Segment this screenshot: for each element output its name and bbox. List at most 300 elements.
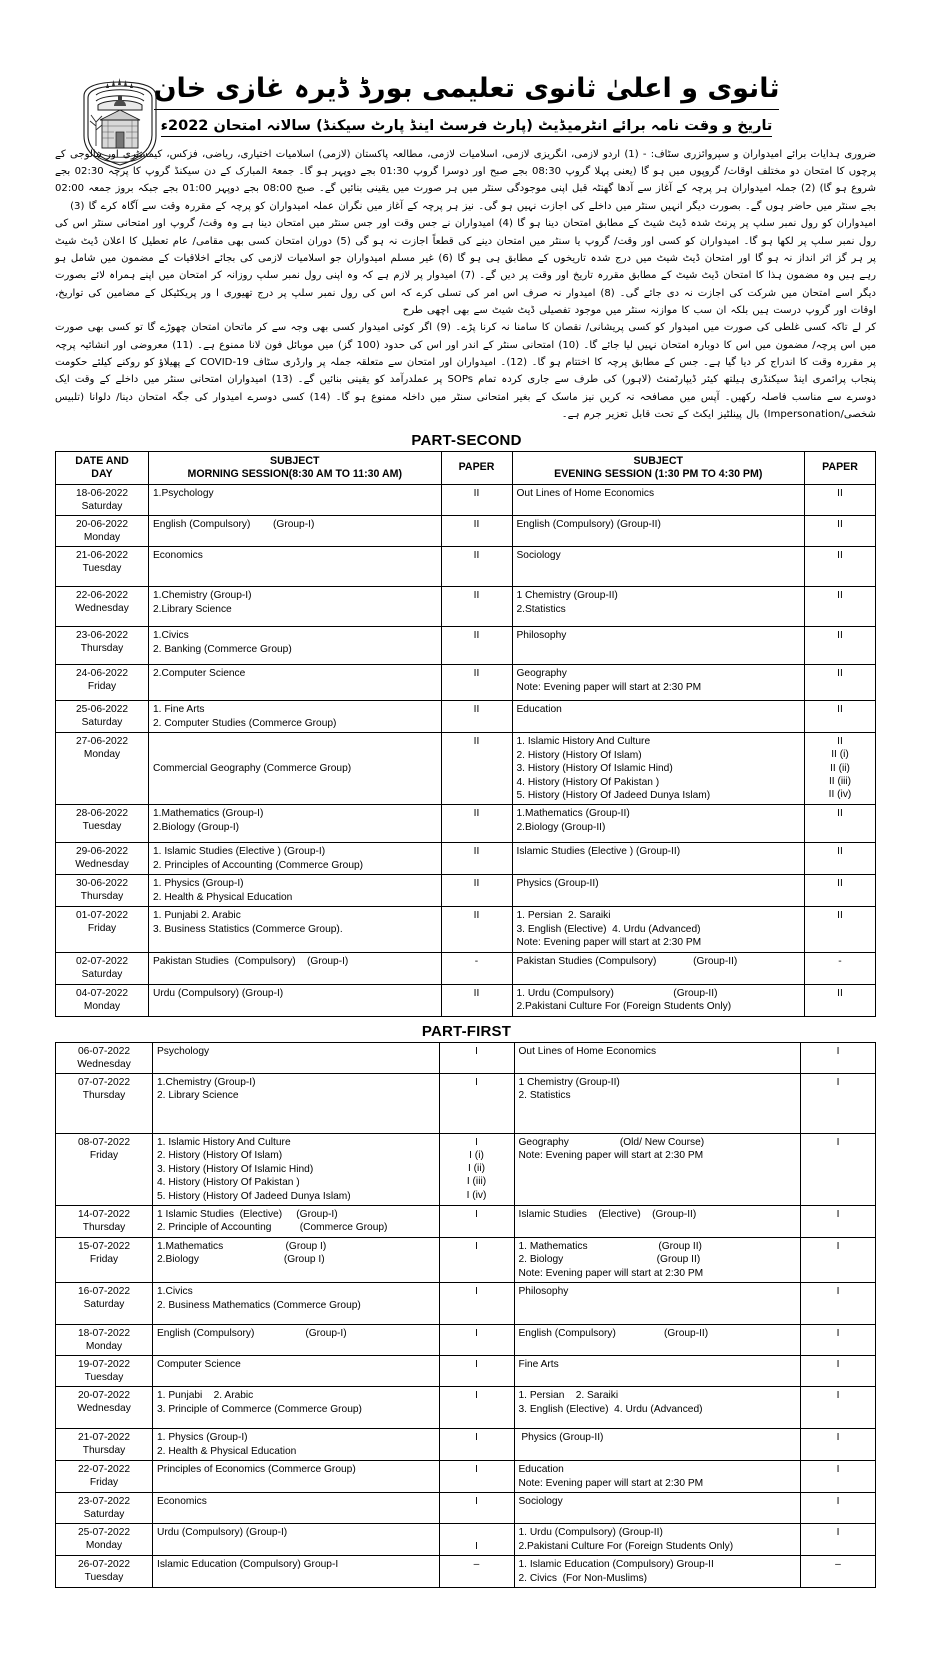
- paper-evening-line: I: [836, 1076, 840, 1088]
- table-row: [56, 516, 876, 547]
- paper-evening-line: I: [836, 1045, 840, 1057]
- evening-subject-line: 2.Biology (Group-II): [516, 821, 606, 833]
- row-day: Saturday: [83, 1299, 125, 1311]
- cell-paper-morning: [441, 484, 512, 515]
- evening-subject-line: Physics (Group-II): [518, 1432, 604, 1444]
- cell-paper-morning: [441, 984, 512, 1016]
- row-date: 27-06-2022: [75, 736, 129, 748]
- morning-subject-line: 1. Islamic History And Culture: [157, 1136, 291, 1148]
- cell-morning-subject: [153, 1283, 440, 1325]
- table-row: [56, 1325, 876, 1356]
- evening-subject-line: 1. Islamic Education (Compulsory) Group-II: [518, 1559, 714, 1571]
- paper-morning-line: -: [474, 955, 479, 967]
- paper-morning-line: I: [475, 1328, 478, 1340]
- row-day: Saturday: [83, 1509, 125, 1521]
- cell-paper-evening: [801, 1133, 876, 1205]
- paper-evening-line: II: [837, 846, 843, 858]
- cell-evening-subject: [512, 733, 805, 805]
- evening-subject-line: 3. History (History Of Islamic Hind): [516, 763, 673, 775]
- cell-paper-morning: [441, 805, 512, 843]
- part-second-schedule-table: [55, 451, 876, 1017]
- row-date: 20-07-2022: [77, 1390, 131, 1402]
- morning-subject-line: 1.Psychology: [153, 487, 214, 499]
- cell-paper-morning: [441, 843, 512, 875]
- cell-evening-subject: [512, 547, 805, 587]
- evening-subject-line: English (Compulsory) (Group-II): [516, 519, 661, 531]
- paper-evening-line: I: [836, 1286, 840, 1298]
- header-evening-line2: EVENING SESSION (1:30 PM TO 4:30 PM): [554, 467, 763, 480]
- cell-paper-morning: [441, 733, 512, 805]
- cell-evening-subject: [514, 1205, 801, 1237]
- paper-morning-line: –: [473, 1559, 480, 1571]
- paper-evening-line: II: [837, 590, 843, 602]
- paper-evening-line: II (ii): [830, 762, 850, 774]
- cell-date: [56, 1237, 153, 1282]
- cell-morning-subject: [149, 984, 442, 1016]
- evening-subject-line: Sociology: [516, 550, 561, 562]
- morning-subject-line: 2.Computer Science: [153, 668, 246, 680]
- cell-paper-evening: [805, 484, 876, 515]
- paper-morning-line: I: [475, 1390, 478, 1402]
- column-header-date: [56, 451, 149, 484]
- paper-morning-line: I (ii): [468, 1163, 485, 1175]
- cell-paper-evening: [805, 733, 876, 805]
- morning-subject-line: 1 Islamic Studies (Elective) (Group-I): [157, 1208, 338, 1220]
- table-row: [56, 665, 876, 701]
- evening-subject-line: Note: Evening paper will start at 2:30 PM: [518, 1150, 704, 1162]
- paper-evening-line: I: [836, 1390, 840, 1402]
- table-row: [56, 1283, 876, 1325]
- row-date: 06-07-2022: [77, 1045, 131, 1057]
- table-header: [56, 451, 876, 484]
- row-day: Wednesday: [75, 859, 129, 871]
- cell-evening-subject: [514, 1387, 801, 1429]
- paper-evening-line: II: [837, 519, 843, 531]
- paper-evening-line: II: [837, 987, 843, 999]
- cell-paper-evening: [805, 627, 876, 665]
- evening-subject-line: 1. Persian 2. Saraiki: [516, 910, 611, 922]
- row-date: 21-06-2022: [75, 550, 129, 562]
- cell-evening-subject: [514, 1429, 801, 1461]
- table-row: [56, 701, 876, 733]
- table-row: [56, 627, 876, 665]
- cell-evening-subject: [512, 805, 805, 843]
- row-date: 23-06-2022: [75, 630, 129, 642]
- paper-evening-line: II (iii): [828, 775, 852, 787]
- morning-subject-line: Urdu (Compulsory) (Group-I): [157, 1527, 288, 1539]
- cell-paper-morning: [441, 952, 512, 984]
- row-date: 02-07-2022: [75, 955, 129, 967]
- morning-subject-line: 3. History (History Of Islamic Hind): [157, 1163, 314, 1175]
- evening-subject-line: 1. Urdu (Compulsory) (Group-II): [518, 1527, 663, 1539]
- cell-paper-evening: [801, 1205, 876, 1237]
- cell-paper-evening: [801, 1429, 876, 1461]
- row-day: Monday: [83, 749, 121, 761]
- row-date: 01-07-2022: [75, 910, 129, 922]
- morning-subject-line: Computer Science: [157, 1359, 241, 1371]
- cell-date: [56, 1133, 153, 1205]
- cell-paper-evening: [805, 665, 876, 701]
- cell-morning-subject: [153, 1356, 440, 1387]
- table-row: [56, 843, 876, 875]
- morning-subject-line: 1. Punjabi 2. Arabic: [157, 1390, 254, 1402]
- row-date: 29-06-2022: [75, 846, 129, 858]
- morning-subject-line: 1.Chemistry (Group-I): [157, 1076, 256, 1088]
- table-row: [56, 1133, 876, 1205]
- board-emblem-logo: [74, 74, 166, 174]
- morning-subject-line: Principles of Economics (Commerce Group): [157, 1464, 356, 1476]
- column-header-morning: [149, 451, 442, 484]
- evening-subject-line: 1. Persian 2. Saraiki: [518, 1390, 619, 1402]
- cell-paper-evening: [805, 984, 876, 1016]
- morning-subject-line: 1. Physics (Group-I): [153, 878, 244, 890]
- evening-subject-line: 2.Pakistani Culture For (Foreign Students Only): [516, 1001, 732, 1013]
- cell-paper-morning: [439, 1042, 514, 1073]
- cell-paper-morning: [441, 665, 512, 701]
- paper-morning-line: I: [475, 1045, 478, 1057]
- cell-date: [56, 516, 149, 547]
- cell-date: [56, 587, 149, 627]
- paper-evening-line: II (iv): [828, 789, 852, 801]
- morning-subject-line: English (Compulsory) (Group-I): [157, 1328, 347, 1340]
- cell-morning-subject: [149, 952, 442, 984]
- cell-morning-subject: [149, 733, 442, 805]
- morning-subject-line: Psychology: [157, 1045, 210, 1057]
- evening-subject-line: Geography: [516, 668, 567, 680]
- column-header-evening: [512, 451, 805, 484]
- cell-morning-subject: [149, 875, 442, 907]
- evening-subject-line: 2.Statistics: [516, 603, 566, 615]
- paper-morning-line: II: [473, 630, 480, 642]
- column-header-paper-evening: PAPER: [805, 451, 876, 484]
- paper-morning-line: I: [475, 1496, 478, 1508]
- cell-paper-evening: [805, 547, 876, 587]
- morning-subject-line: Economics: [153, 550, 203, 562]
- header-row: [56, 451, 876, 484]
- cell-date: [56, 1205, 153, 1237]
- evening-subject-line: English (Compulsory) (Group-II): [518, 1328, 709, 1340]
- row-date: 14-07-2022: [77, 1208, 131, 1220]
- cell-evening-subject: [512, 587, 805, 627]
- paper-morning-line: II: [473, 550, 480, 562]
- cell-date: [56, 627, 149, 665]
- morning-subject-line: 3. Business Statistics (Commerce Group).: [153, 923, 343, 935]
- cell-paper-morning: [441, 875, 512, 907]
- cell-paper-morning: [439, 1556, 514, 1588]
- evening-subject-line: Fine Arts: [518, 1359, 559, 1371]
- page-header: [0, 0, 933, 141]
- cell-evening-subject: [514, 1556, 801, 1588]
- row-day: Thursday: [82, 1222, 126, 1233]
- paper-morning-line: I: [475, 1076, 478, 1088]
- paper-morning-line: I (i): [469, 1149, 484, 1161]
- morning-subject-line: 2. Computer Studies (Commerce Group): [153, 717, 337, 729]
- header-date-line2: DAY: [91, 467, 113, 480]
- cell-morning-subject: [149, 805, 442, 843]
- part-second-rows: [56, 484, 876, 1016]
- table-row: [56, 484, 876, 515]
- row-day: Friday: [89, 1477, 119, 1489]
- paper-evening-line: -: [838, 955, 842, 967]
- cell-paper-morning: [439, 1133, 514, 1205]
- paper-morning-line: I: [475, 1359, 478, 1371]
- cell-date: [56, 843, 149, 875]
- paper-evening-line: I: [836, 1464, 840, 1476]
- paper-morning-line: II: [473, 519, 480, 531]
- morning-subject-line: 2. Health & Physical Education: [153, 891, 293, 903]
- row-day: Tuesday: [82, 563, 122, 575]
- paper-morning-line: II: [473, 590, 480, 602]
- morning-subject-line: Commercial Geography (Commerce Group): [153, 763, 352, 775]
- cell-morning-subject: [153, 1556, 440, 1588]
- paper-morning-line: II: [473, 808, 480, 820]
- part-first-schedule-table: [55, 1042, 876, 1589]
- table-row: [56, 1042, 876, 1073]
- paper-evening-line: –: [835, 1559, 841, 1571]
- cell-paper-morning: [441, 627, 512, 665]
- evening-subject-line: Islamic Studies (Elective ) (Group-II): [516, 846, 681, 858]
- evening-subject-line: Pakistan Studies (Compulsory) (Group-II): [516, 955, 738, 967]
- instruction-line: امیدواران کو رول نمبر سلپ پر پرنٹ شدہ ڈیٹ شیٹ کے مطابق امتحان دینا ہو گا (4) امیدواران نے جس وقت اور جس سنٹر میں امتحان دینا ہے وہ وقت/ گروپ اور امتحانی سنٹر اس کی رول نمبر سلپ پر لکھا ہو گا۔ امیدواران کو کسی اور وقت/ گروپ یا سنٹر میں امتحان دینے کی قطعاً اجازت نہ ہو گی (5) دوران امتحان کسی بھی مقامی/ عام تعطیل کا اعلان ڈیٹ شیٹ پر ہر گز اثر انداز نہ ہو گا اور امتحان ڈیٹ شیٹ میں درج شدہ تاریخوں کے مطابق ہی ہو گا (6) غیر مسلم امیدواران جو اسلامیات لازمی کی بجائے اخلاقیات کے مضمون میں شامل ہو رہے ہیں وہ مضمون ہذا کا امتحان ڈیٹ شیٹ کے مطابق مقررہ تاریخ اور وقت پر دیں گے۔ (7) امیدوار پر لازم ہے کہ وہ اپنی رول نمبر سلپ روزانہ کر امتحان میں اپنے ہمراہ لائے بصورت دیگر اسے امتحان میں شرکت کی اجازت نہ دی جائے گی۔ (8) امیدوار نہ صرف اس امر کی تسلی کرے کہ اس کی رول نمبر سلپ پر درج تھیوری ا ور پریکٹیکل کے مضامین کی تواریخ، اوقات اور گروپ درست ہیں بلکہ ان سب کا موازنہ سنٹر میں موجود تفصیلی ڈیٹ شیٹ سے بھی اچھی طرح: [55, 218, 876, 316]
- page-subtitle: تاریخ و وقت نامہ برائے انٹرمیڈیٹ (پارٹ فرسٹ اینڈ پارٹ سیکنڈ) سالانہ امتحان 2022ء: [161, 118, 773, 137]
- row-day: Monday: [83, 1000, 121, 1012]
- cell-date: [56, 1387, 153, 1429]
- evening-subject-line: Philosophy: [516, 630, 567, 642]
- morning-subject-line: 1.Mathematics (Group I): [157, 1240, 327, 1252]
- morning-subject-line: 1.Chemistry (Group-I): [153, 590, 252, 602]
- row-date: 15-07-2022: [77, 1240, 131, 1252]
- table-row: [56, 1387, 876, 1429]
- cell-evening-subject: [512, 516, 805, 547]
- morning-subject-line: Economics: [157, 1496, 207, 1508]
- paper-morning-line: I (iii): [466, 1176, 487, 1188]
- paper-evening-line: II (i): [831, 749, 849, 761]
- cell-morning-subject: [149, 843, 442, 875]
- paper-morning-line: II: [473, 910, 480, 922]
- cell-morning-subject: [153, 1493, 440, 1524]
- table-row: [56, 587, 876, 627]
- row-day: Friday: [89, 1149, 119, 1161]
- cell-evening-subject: [514, 1524, 801, 1556]
- cell-date: [56, 1283, 153, 1325]
- paper-evening-line: I: [836, 1136, 840, 1148]
- page-title: ثانوی و اعلیٰ ثانوی تعلیمی بورڈ ڈیرہ غازی خان: [154, 72, 780, 110]
- part-second-title: PART-SECOND: [411, 431, 522, 449]
- row-day: Saturday: [81, 501, 123, 513]
- row-day: Thursday: [82, 1089, 126, 1101]
- cell-date: [56, 1524, 153, 1556]
- instructions-block: [0, 141, 933, 426]
- morning-subject-line: Islamic Education (Compulsory) Group-I: [157, 1559, 339, 1571]
- evening-subject-line: Note: Evening paper will start at 2:30 PM: [518, 1267, 704, 1279]
- cell-paper-evening: [805, 907, 876, 952]
- table-row: [56, 1237, 876, 1282]
- cell-morning-subject: [153, 1461, 440, 1493]
- cell-paper-evening: [801, 1042, 876, 1073]
- cell-date: [56, 1493, 153, 1524]
- evening-subject-line: Sociology: [518, 1496, 563, 1508]
- evening-subject-line: Out Lines of Home Economics: [518, 1045, 657, 1057]
- row-date: 16-07-2022: [77, 1286, 131, 1298]
- table-row: [56, 1356, 876, 1387]
- paper-morning-line: I: [475, 1541, 478, 1553]
- cell-paper-evening: [801, 1387, 876, 1429]
- cell-date: [56, 1042, 153, 1073]
- header-date-line1: DATE AND: [75, 454, 129, 467]
- cell-morning-subject: [153, 1387, 440, 1429]
- cell-morning-subject: [153, 1429, 440, 1461]
- table-row: [56, 1461, 876, 1493]
- cell-paper-evening: [805, 516, 876, 547]
- table-row: [56, 805, 876, 843]
- cell-paper-evening: [801, 1237, 876, 1282]
- cell-paper-evening: [801, 1283, 876, 1325]
- evening-subject-line: Education: [516, 704, 562, 716]
- evening-subject-line: Note: Evening paper will start at 2:30 PM: [518, 1477, 704, 1489]
- paper-evening-line: II: [837, 487, 843, 499]
- evening-subject-line: Philosophy: [518, 1286, 569, 1298]
- instruction-line: ضروری ہدایات برائے امیدواران و سپروائزری سٹاف: - (1) اردو لازمی، انگریزی لازمی، اسلامیات لازمی، مطالعہ پاکستان (لازمی) اسلامیات اختیاری، ریاضی، فزکس، کیمسٹری اور بیالوجی کے پرچوں کا امتحان دو مختلف اوقات/ گروپوں میں ہو گا (یعنی پہلا گروپ 08:30 بجے صبح اور دوسرا گروپ 01:30 بجے دوپہر ہو گا۔ جمعۃ المبارک کے دن سیکنڈ گروپ کا پرچہ 02:30 بجے شروع ہو گا) (2) جملہ امیدواران ہر پرچہ کے آغاز سے آدھا گھنٹہ قبل اپنی موجودگی سنٹر میں ہر صورت میں یقینی بنائیں گے۔ صبح 08:00 بجے دوپہر 01:00 بجے جبکہ بروز جمعہ 02:00 بجے سنٹر میں حاضر ہوں گے۔ بصورت دیگر انہیں سنٹر میں داخلے کی اجازت نہیں ہو گی۔ نیز ہر پرچہ کے آغاز میں نگران عملہ امیدواران کو پرچہ کے مقررہ وقت سے آگاہ کرے گا (3): [55, 148, 876, 212]
- morning-subject-line: 1. Physics (Group-I): [157, 1432, 248, 1444]
- row-day: Friday: [87, 923, 117, 935]
- paper-morning-line: II: [473, 487, 480, 499]
- cell-paper-morning: [439, 1237, 514, 1282]
- evening-subject-line: 2.Pakistani Culture For (Foreign Students Only): [518, 1540, 734, 1552]
- cell-paper-morning: [439, 1429, 514, 1461]
- cell-paper-evening: [801, 1356, 876, 1387]
- cell-paper-morning: [439, 1283, 514, 1325]
- paper-morning-line: II: [473, 846, 480, 858]
- evening-subject-line: 1. Mathematics (Group II): [518, 1240, 702, 1252]
- paper-morning-line: I: [475, 1208, 478, 1220]
- table-row: [56, 547, 876, 587]
- evening-subject-line: Out Lines of Home Economics: [516, 487, 655, 499]
- part-second-table-wrap: [0, 451, 933, 1017]
- row-day: Saturday: [81, 968, 123, 980]
- evening-subject-line: 1. Urdu (Compulsory) (Group-II): [516, 987, 718, 999]
- row-day: Saturday: [81, 717, 123, 729]
- header-evening-line1: SUBJECT: [633, 454, 683, 467]
- row-day: Monday: [83, 532, 121, 544]
- cell-morning-subject: [153, 1325, 440, 1356]
- cell-evening-subject: [514, 1237, 801, 1282]
- cell-paper-morning: [439, 1073, 514, 1133]
- paper-evening-line: II: [837, 668, 843, 680]
- cell-paper-morning: [441, 587, 512, 627]
- cell-date: [56, 1461, 153, 1493]
- paper-evening-line: II: [837, 736, 843, 748]
- row-date: 08-07-2022: [77, 1136, 131, 1148]
- header-morning-line1: SUBJECT: [270, 454, 320, 467]
- table-row: [56, 1205, 876, 1237]
- evening-subject-line: 2. Biology (Group II): [518, 1254, 701, 1266]
- morning-subject-line: 2.Biology (Group I): [157, 1254, 325, 1266]
- cell-paper-morning: [439, 1356, 514, 1387]
- cell-evening-subject: [512, 843, 805, 875]
- row-day: Monday: [85, 1341, 123, 1353]
- morning-subject-line: 3. Principle of Commerce (Commerce Group): [157, 1403, 362, 1415]
- evening-subject-line: 2. History (History Of Islam): [516, 749, 642, 761]
- morning-subject-line: 2. Principle of Accounting (Commerce Group): [157, 1222, 388, 1234]
- cell-morning-subject: [153, 1133, 440, 1205]
- row-date: 25-06-2022: [75, 704, 129, 716]
- evening-subject-line: 4. History (History Of Pakistan ): [516, 776, 660, 788]
- row-day: Thursday: [80, 643, 124, 655]
- cell-evening-subject: [514, 1325, 801, 1356]
- paper-evening-line: I: [836, 1432, 840, 1444]
- evening-subject-line: Geography (Old/ New Course): [518, 1136, 705, 1148]
- table-row: [56, 1073, 876, 1133]
- cell-paper-evening: [805, 843, 876, 875]
- header-morning-line2: MORNING SESSION(8:30 AM TO 11:30 AM): [187, 467, 402, 480]
- cell-morning-subject: [153, 1042, 440, 1073]
- evening-subject-line: 3. English (Elective) 4. Urdu (Advanced): [518, 1403, 703, 1415]
- paper-morning-line: I: [475, 1286, 478, 1298]
- paper-morning-line: I: [475, 1464, 478, 1476]
- morning-subject-line: 2. Business Mathematics (Commerce Group): [157, 1299, 361, 1311]
- cell-paper-evening: [805, 701, 876, 733]
- cell-paper-evening: [801, 1524, 876, 1556]
- row-date: 07-07-2022: [77, 1076, 131, 1088]
- morning-subject-line: 2. Principles of Accounting (Commerce Group): [153, 859, 364, 871]
- evening-subject-line: 1.Mathematics (Group-II): [516, 808, 630, 820]
- cell-paper-morning: [441, 701, 512, 733]
- cell-evening-subject: [514, 1133, 801, 1205]
- cell-evening-subject: [512, 484, 805, 515]
- cell-date: [56, 1073, 153, 1133]
- instruction-line: کر لے تاکہ کسی غلطی کی صورت میں امیدوار کو کسی پریشانی/ نقصان کا سامنا نہ کرنا پڑے۔ (9) اگر کوئی امیدوار کسی بھی وجہ سے کر ماتحان امتحان چھوڑے گا تو کسی بھی صورت میں اس پرچہ/ مضمون میں اس کا دوبارہ امتحان نہیں لیا جائے گا۔ (10) امتحانی سنٹر کے اندر اور اس کی حدود (100 گز) میں موبائل فون لانا ممنوع ہے۔ (11) معروضی اور انشائیہ پرچہ پر مقررہ وقت کا اندراج کر دیا گیا ہے۔ جس کے مطابق پرچہ کا اختتام ہو گا۔ (12)۔ امیدواران اور امتحان سے متعلقہ جملہ پر وارڈری سٹاف COVID-19 کے پھیلاؤ کو روکنے کیلئے حکومت پنجاب پرائمری اینڈ سیکنڈری ہیلتھ کیئر ڈیپارٹمنٹ (لاہور) کی طرف سے جاری کردہ تمام SOPs پر عملدرآمد کو یقینی بنائیں گے۔ (13) امیدواران امتحانی سنٹر میں داخلے کے وقت ایک دوسرے سے مناسب فاصلہ رکھیں۔ آپس میں مصافحہ نہ کریں نیز ماسک کے بغیر امتحانی سنٹر میں داخلہ ممنوع ہو گا۔ (14) کسی دوسرے امیدوار کی جگہ امتحان دینا/ دلوانا (تلبیس شخصی/Impersonation) بال پینلٹیز ایکٹ کے تحت قابل تعزیر جرم ہے۔: [55, 322, 877, 421]
- cell-paper-evening: [801, 1325, 876, 1356]
- table-row: [56, 875, 876, 907]
- row-day: Wednesday: [77, 1403, 131, 1415]
- paper-morning-line: I: [475, 1136, 478, 1148]
- paper-evening-line: II: [837, 878, 843, 890]
- cell-paper-evening: [805, 875, 876, 907]
- cell-date: [56, 875, 149, 907]
- row-day: Monday: [85, 1540, 123, 1552]
- cell-evening-subject: [514, 1042, 801, 1073]
- evening-subject-line: Education: [518, 1464, 564, 1476]
- row-day: Friday: [87, 681, 117, 693]
- paper-morning-line: I: [475, 1240, 478, 1252]
- cell-date: [56, 907, 149, 952]
- row-date: 18-06-2022: [75, 487, 129, 499]
- row-date: 19-07-2022: [77, 1359, 131, 1371]
- cell-date: [56, 547, 149, 587]
- cell-morning-subject: [149, 516, 442, 547]
- cell-evening-subject: [514, 1283, 801, 1325]
- row-date: 20-06-2022: [75, 519, 129, 531]
- table-row: [56, 952, 876, 984]
- row-date: 30-06-2022: [75, 878, 129, 890]
- evening-subject-line: 2. Civics (For Non-Muslims): [518, 1572, 647, 1584]
- cell-morning-subject: [153, 1073, 440, 1133]
- row-date: 28-06-2022: [75, 808, 129, 820]
- row-date: 21-07-2022: [77, 1432, 131, 1444]
- evening-subject-line: Note: Evening paper will start at 2:30 PM: [516, 937, 702, 949]
- evening-subject-line: Note: Evening paper will start at 2:30 PM: [516, 681, 702, 693]
- evening-subject-line: Islamic Studies (Elective) (Group-II): [518, 1208, 697, 1220]
- cell-paper-morning: [439, 1524, 514, 1556]
- cell-date: [56, 952, 149, 984]
- cell-evening-subject: [512, 907, 805, 952]
- row-date: 18-07-2022: [77, 1328, 131, 1340]
- row-date: 22-06-2022: [75, 590, 129, 602]
- cell-date: [56, 484, 149, 515]
- morning-subject-line: 2.Library Science: [153, 603, 232, 615]
- morning-subject-line: 1. Islamic Studies (Elective ) (Group-I): [153, 846, 326, 858]
- paper-evening-line: II: [837, 808, 843, 820]
